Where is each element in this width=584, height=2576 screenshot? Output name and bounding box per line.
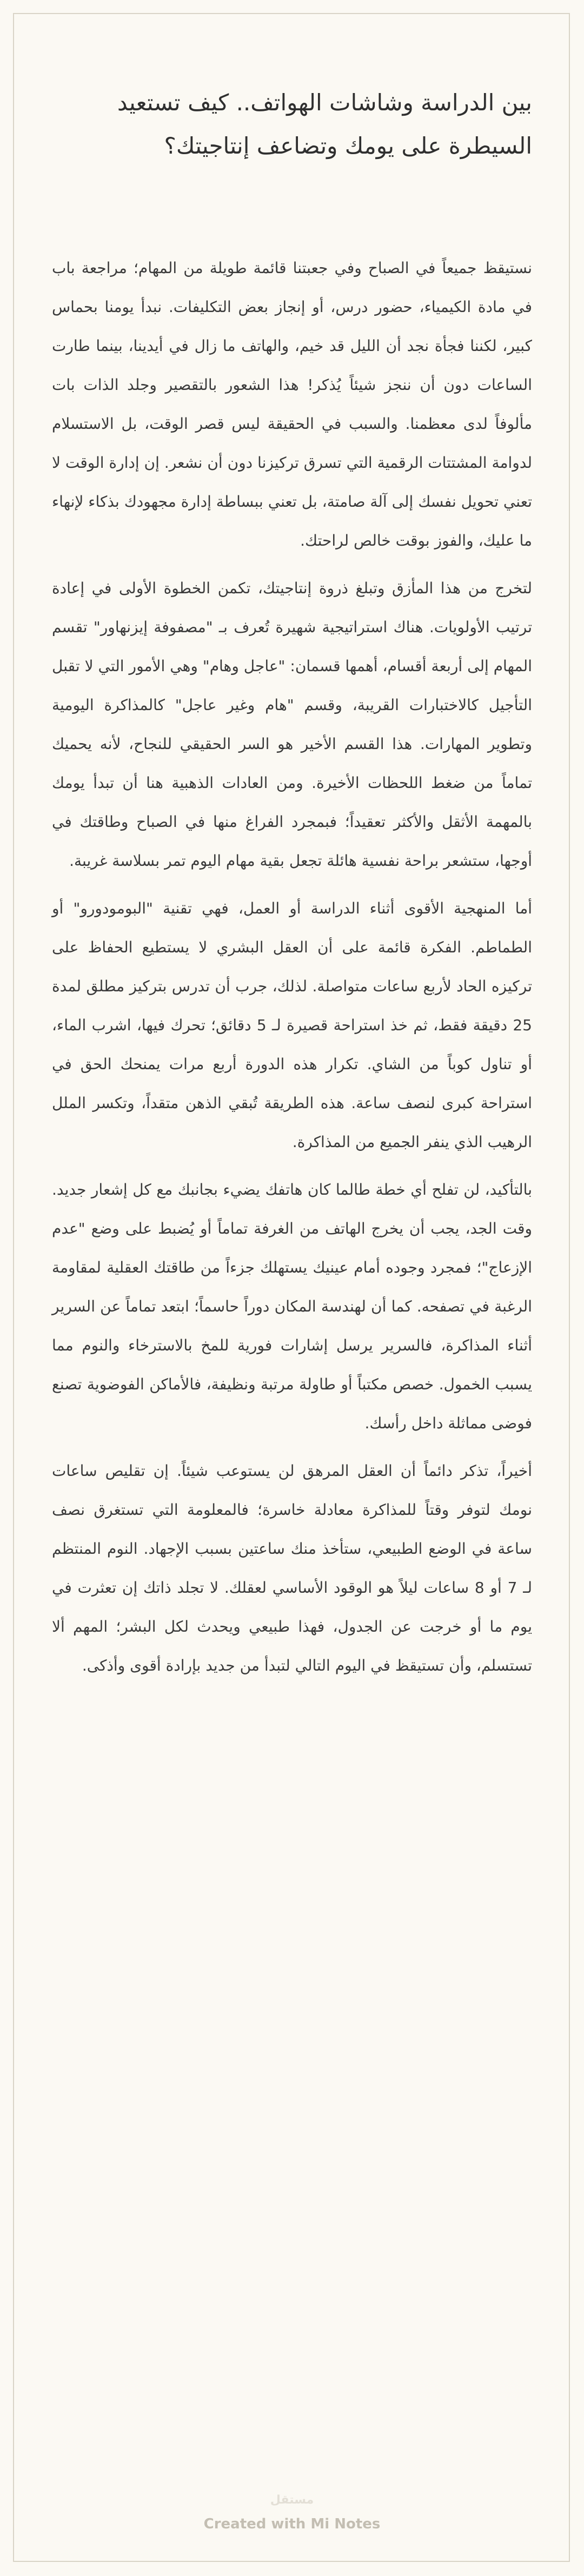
note-paragraph-2: لتخرج من هذا المأزق وتبلغ ذروة إنتاجيتك، تكمن الخطوة الأولى في إعادة ترتيب الأولويات. هناك استراتيجية شهيرة تُعرف بـ "مصفوفة إيزنهاور" تقسم المهام إلى أربعة أقسام، أهمها قسمان: "عاجل وهام" وهي الأمور التي لا تقبل التأجيل كالاختبارات القريبة، وقسم "هام وغير عاجل" كالمذاكرة اليومية وتطوير المهارات. هذا القسم الأخير هو السر الحقيقي للنجاح، لأنه يحميك تماماً من ضغط اللحظات الأخيرة. ومن العادات الذهبية هنا أن تبدأ يومك بالمهمة الأثقل والأكثر تعقيداً؛ فبمجرد الفراغ منها في الصباح وطاقتك في أوجها، ستشعر براحة نفسية هائلة تجعل بقية مهام اليوم تمر بسلاسة غريبة.	[52, 579, 532, 870]
note-paragraph-5: أخيراً، تذكر دائماً أن العقل المرهق لن يستوعب شيئاً. إن تقليص ساعات نومك لتوفر وقتاً للمذاكرة معادلة خاسرة؛ فالمعلومة التي تستغرق نصف ساعة في الوضع الطبيعي، ستأخذ منك ساعتين بسبب الإجهاد. النوم المنتظم لـ 7 أو 8 ساعات ليلاً هو الوقود الأساسي لعقلك. لا تجلد ذاتك إن تعثرت في يوم ما أو خرجت عن الجدول، فهذا طبيعي ويحدث لكل البشر؛ المهم ألا تستسلم، وأن تستيقظ في اليوم التالي لتبدأ من جديد بإرادة أقوى وأذكى.	[52, 1462, 532, 1674]
watermark-logo: مستقل	[270, 2493, 314, 2507]
note-title: بين الدراسة وشاشات الهواتف.. كيف تستعيد السيطرة على يومك وتضاعف إنتاجيتك؟	[117, 89, 532, 159]
note-content	[52, 81, 532, 1694]
footer-credit: Created with Mi Notes	[203, 2516, 381, 2532]
note-paragraph-4: بالتأكيد، لن تفلح أي خطة طالما كان هاتفك يضيء بجانبك مع كل إشعار جديد. وقت الجد، يجب أن يخرج الهاتف من الغرفة تماماً أو يُضبط على وضع "عدم الإزعاج"؛ فمجرد وجوده أمام عينيك يستهلك جزءاً من طاقتك العقلية لمقاومة الرغبة في تصفحه. كما أن لهندسة المكان دوراً حاسماً؛ ابتعد تماماً عن السرير أثناء المذاكرة، فالسرير يرسل إشارات فورية للمخ بالاسترخاء والنوم مما يسبب الخمول. خصص مكتباً أو طاولة مرتبة ونظيفة، فالأماكن الفوضوية تصنع فوضى مماثلة داخل رأسك.	[52, 1181, 532, 1432]
note-paragraph-1: نستيقظ جميعاً في الصباح وفي جعبتنا قائمة طويلة من المهام؛ مراجعة باب في مادة الكيمياء، حضور درس، أو إنجاز بعض التكليفات. نبدأ يومنا بحماس كبير، لكننا فجأة نجد أن الليل قد خيم، والهاتف ما زال في أيدينا، بينما طارت الساعات دون أن ننجز شيئاً يُذكر! هذا الشعور بالتقصير وجلد الذات بات مألوفاً لدى معظمنا. والسبب في الحقيقة ليس قصر الوقت، بل الاستسلام لدوامة المشتتات الرقمية التي تسرق تركيزنا دون أن نشعر. إن إدارة الوقت لا تعني تحويل نفسك إلى آلة صامتة، بل تعني ببساطة إدارة مجهودك بذكاء لإنهاء ما عليك، والفوز بوقت خالص لراحتك.	[52, 259, 532, 549]
note-paragraph-3: أما المنهجية الأقوى أثناء الدراسة أو العمل، فهي تقنية "البومودورو" أو الطماطم. الفكرة قائمة على أن العقل البشري لا يستطيع الحفاظ على تركيزه الحاد لأربع ساعات متواصلة. لذلك، جرب أن تدرس بتركيز مطلق لمدة 25 دقيقة فقط، ثم خذ استراحة قصيرة لـ 5 دقائق؛ تحرك فيها، اشرب الماء، أو تناول كوباً من الشاي. تكرار هذه الدورة أربع مرات يمنحك الحق في استراحة كبرى لنصف ساعة. هذه الطريقة تُبقي الذهن متقداً، وتكسر الملل الرهيب الذي ينفر الجميع من المذاكرة.	[52, 899, 532, 1151]
